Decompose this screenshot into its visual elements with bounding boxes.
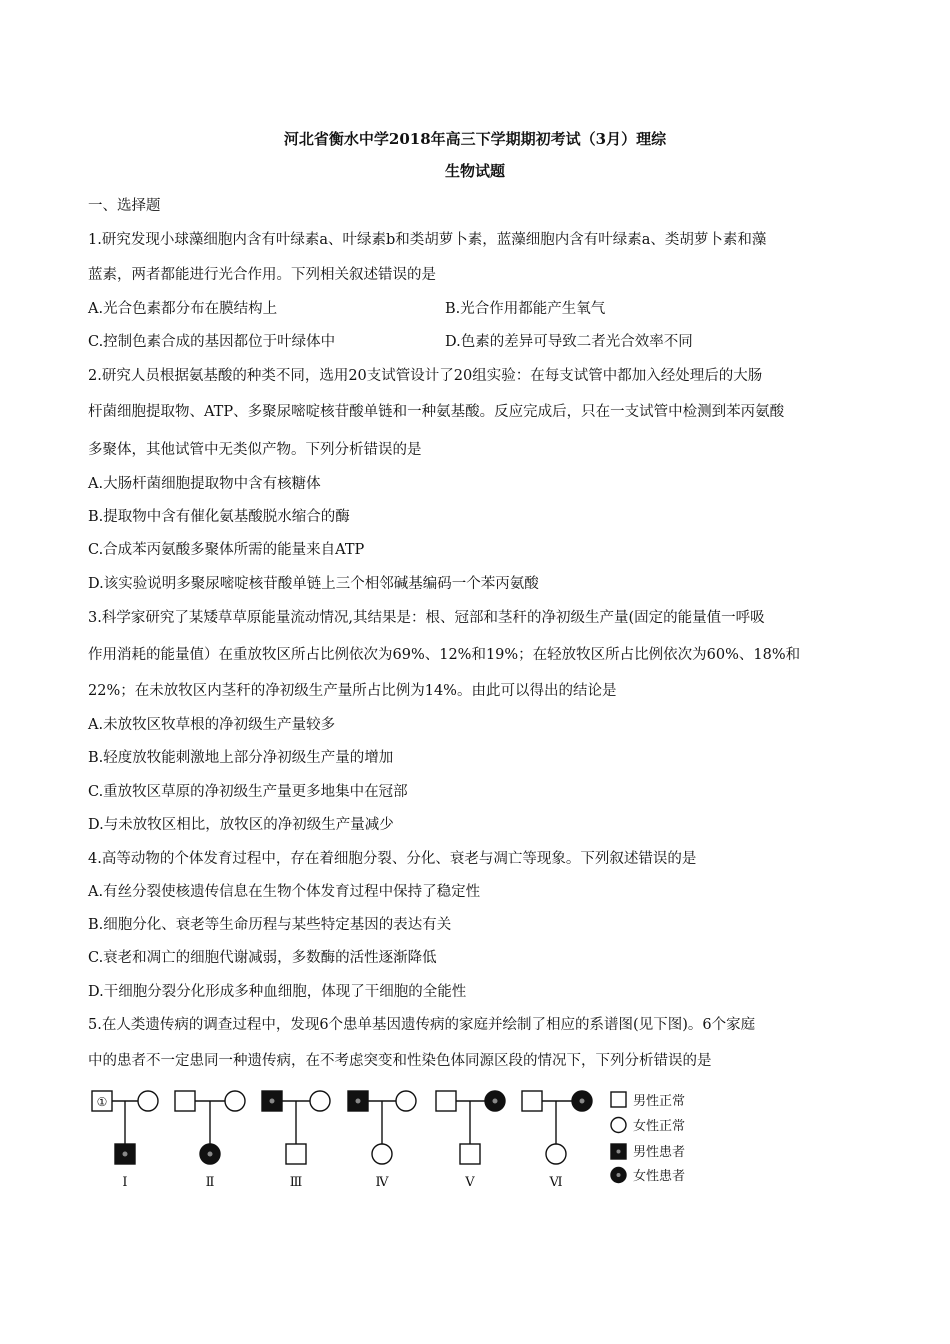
question-4-option-a: A.有丝分裂使核遗传信息在生物个体发育过程中保持了稳定性 xyxy=(88,884,481,900)
family-5-father-normal-male xyxy=(436,1091,456,1111)
family-2-father-normal-male xyxy=(175,1091,195,1111)
question-4-option-d: D.干细胞分裂分化形成多种血细胞，体现了干细胞的全能性 xyxy=(88,984,467,1000)
question-1-option-b: B.光合作用都能产生氧气 xyxy=(445,301,606,317)
family-label-4: Ⅳ xyxy=(375,1175,389,1190)
family-2-mother-normal-female xyxy=(225,1091,245,1111)
family-3-pedigree xyxy=(262,1091,330,1164)
question-3-option-d: D.与未放牧区相比，放牧区的净初级生产量减少 xyxy=(88,817,394,833)
question-2-option-a: A.大肠杆菌细胞提取物中含有核糖体 xyxy=(88,476,321,492)
question-1-stem-line-1: 1.研究发现小球藻细胞内含有叶绿素a、叶绿素b和类胡萝卜素，蓝藻细胞内含有叶绿素a、类胡萝卜素和藻 xyxy=(88,232,767,248)
family-5-pedigree xyxy=(436,1091,505,1164)
question-1-stem-line-2: 蓝素，两者都能进行光合作用。下列相关叙述错误的是 xyxy=(88,267,436,283)
generation-marker: ① xyxy=(96,1095,108,1109)
family-label-1: Ⅰ xyxy=(122,1175,128,1190)
family-label-2: Ⅱ xyxy=(205,1175,215,1190)
page-title: 河北省衡水中学2018年高三下学期期初考试（3月）理综 xyxy=(283,130,667,148)
family-3-son-normal-male xyxy=(286,1144,306,1164)
question-1-option-a: A.光合色素都分布在膜结构上 xyxy=(88,301,278,317)
question-4-stem-line-1: 4.高等动物的个体发育过程中，存在着细胞分裂、分化、衰老与凋亡等现象。下列叙述错误的是 xyxy=(88,851,697,867)
legend-affected-male-label: 男性患者 xyxy=(633,1145,686,1160)
legend-normal-male-icon xyxy=(611,1092,626,1107)
family-label-5: Ⅴ xyxy=(465,1175,475,1190)
pedigree-figure xyxy=(85,1086,705,1191)
family-6-pedigree xyxy=(522,1091,592,1164)
question-2-stem-line-3: 多聚体，其他试管中无类似产物。下列分析错误的是 xyxy=(88,442,422,458)
legend-normal-female-label: 女性正常 xyxy=(633,1119,686,1134)
legend-affected-female-label: 女性患者 xyxy=(633,1169,686,1184)
family-4-pedigree xyxy=(348,1091,416,1164)
family-2-pedigree xyxy=(175,1091,245,1164)
question-3-option-a: A.未放牧区牧草根的净初级生产量较多 xyxy=(88,717,336,733)
section-heading: 一、选择题 xyxy=(88,198,161,214)
family-4-daughter-normal-female xyxy=(372,1144,392,1164)
question-4-option-c: C.衰老和凋亡的细胞代谢减弱，多数酶的活性逐渐降低 xyxy=(88,950,437,966)
page-subtitle: 生物试题 xyxy=(444,162,505,180)
family-label-6: Ⅵ xyxy=(549,1175,563,1190)
question-3-stem-line-3: 22%；在未放牧区内茎秆的净初级生产量所占比例为14%。由此可以得出的结论是 xyxy=(88,683,617,699)
question-5-stem-line-2: 中的患者不一定患同一种遗传病，在不考虑突变和性染色体同源区段的情况下，下列分析错误的是 xyxy=(88,1053,712,1069)
question-2-stem-line-1: 2.研究人员根据氨基酸的种类不同，选用20支试管设计了20组实验：在每支试管中都加入经处理后的大肠 xyxy=(88,368,763,384)
question-2-option-c: C.合成苯丙氨酸多聚体所需的能量来自ATP xyxy=(88,542,365,558)
question-5-stem-line-1: 5.在人类遗传病的调查过程中，发现6个患单基因遗传病的家庭并绘制了相应的系谱图(见下图)。6个家庭 xyxy=(88,1017,756,1033)
legend-normal-male-label: 男性正常 xyxy=(633,1094,686,1109)
question-1-option-c: C.控制色素合成的基因都位于叶绿体中 xyxy=(88,334,336,350)
question-2-stem-line-2: 杆菌细胞提取物、ATP、多聚尿嘧啶核苷酸单链和一种氨基酸。反应完成后，只在一支试管中检测到苯丙氨酸 xyxy=(88,404,785,420)
question-1-option-d: D.色素的差异可导致二者光合效率不同 xyxy=(445,334,693,350)
question-2-option-d: D.该实验说明多聚尿嘧啶核苷酸单链上三个相邻碱基编码一个苯丙氨酸 xyxy=(88,576,539,592)
question-4-option-b: B.细胞分化、衰老等生命历程与某些特定基因的表达有关 xyxy=(88,917,452,933)
family-6-daughter-normal-female xyxy=(546,1144,566,1164)
question-3-option-c: C.重放牧区草原的净初级生产量更多地集中在冠部 xyxy=(88,784,408,800)
question-3-stem-line-1: 3.科学家研究了某矮草草原能量流动情况,其结果是：根、冠部和茎秆的净初级生产量(固定的能量值一呼吸 xyxy=(88,610,765,626)
legend-normal-female-icon xyxy=(611,1118,626,1133)
family-4-mother-normal-female xyxy=(396,1091,416,1111)
question-3-option-b: B.轻度放牧能刺激地上部分净初级生产量的增加 xyxy=(88,750,394,766)
family-5-son-normal-male xyxy=(460,1144,480,1164)
question-2-option-b: B.提取物中含有催化氨基酸脱水缩合的酶 xyxy=(88,509,350,525)
family-label-3: Ⅲ xyxy=(289,1175,303,1190)
family-1-mother-normal-female xyxy=(138,1091,158,1111)
family-3-mother-normal-female xyxy=(310,1091,330,1111)
family-6-father-normal-male xyxy=(522,1091,542,1111)
question-3-stem-line-2: 作用消耗的能量值）在重放牧区所占比例依次为69%、12%和19%；在轻放牧区所占比例依次为60%、18%和 xyxy=(88,647,801,663)
